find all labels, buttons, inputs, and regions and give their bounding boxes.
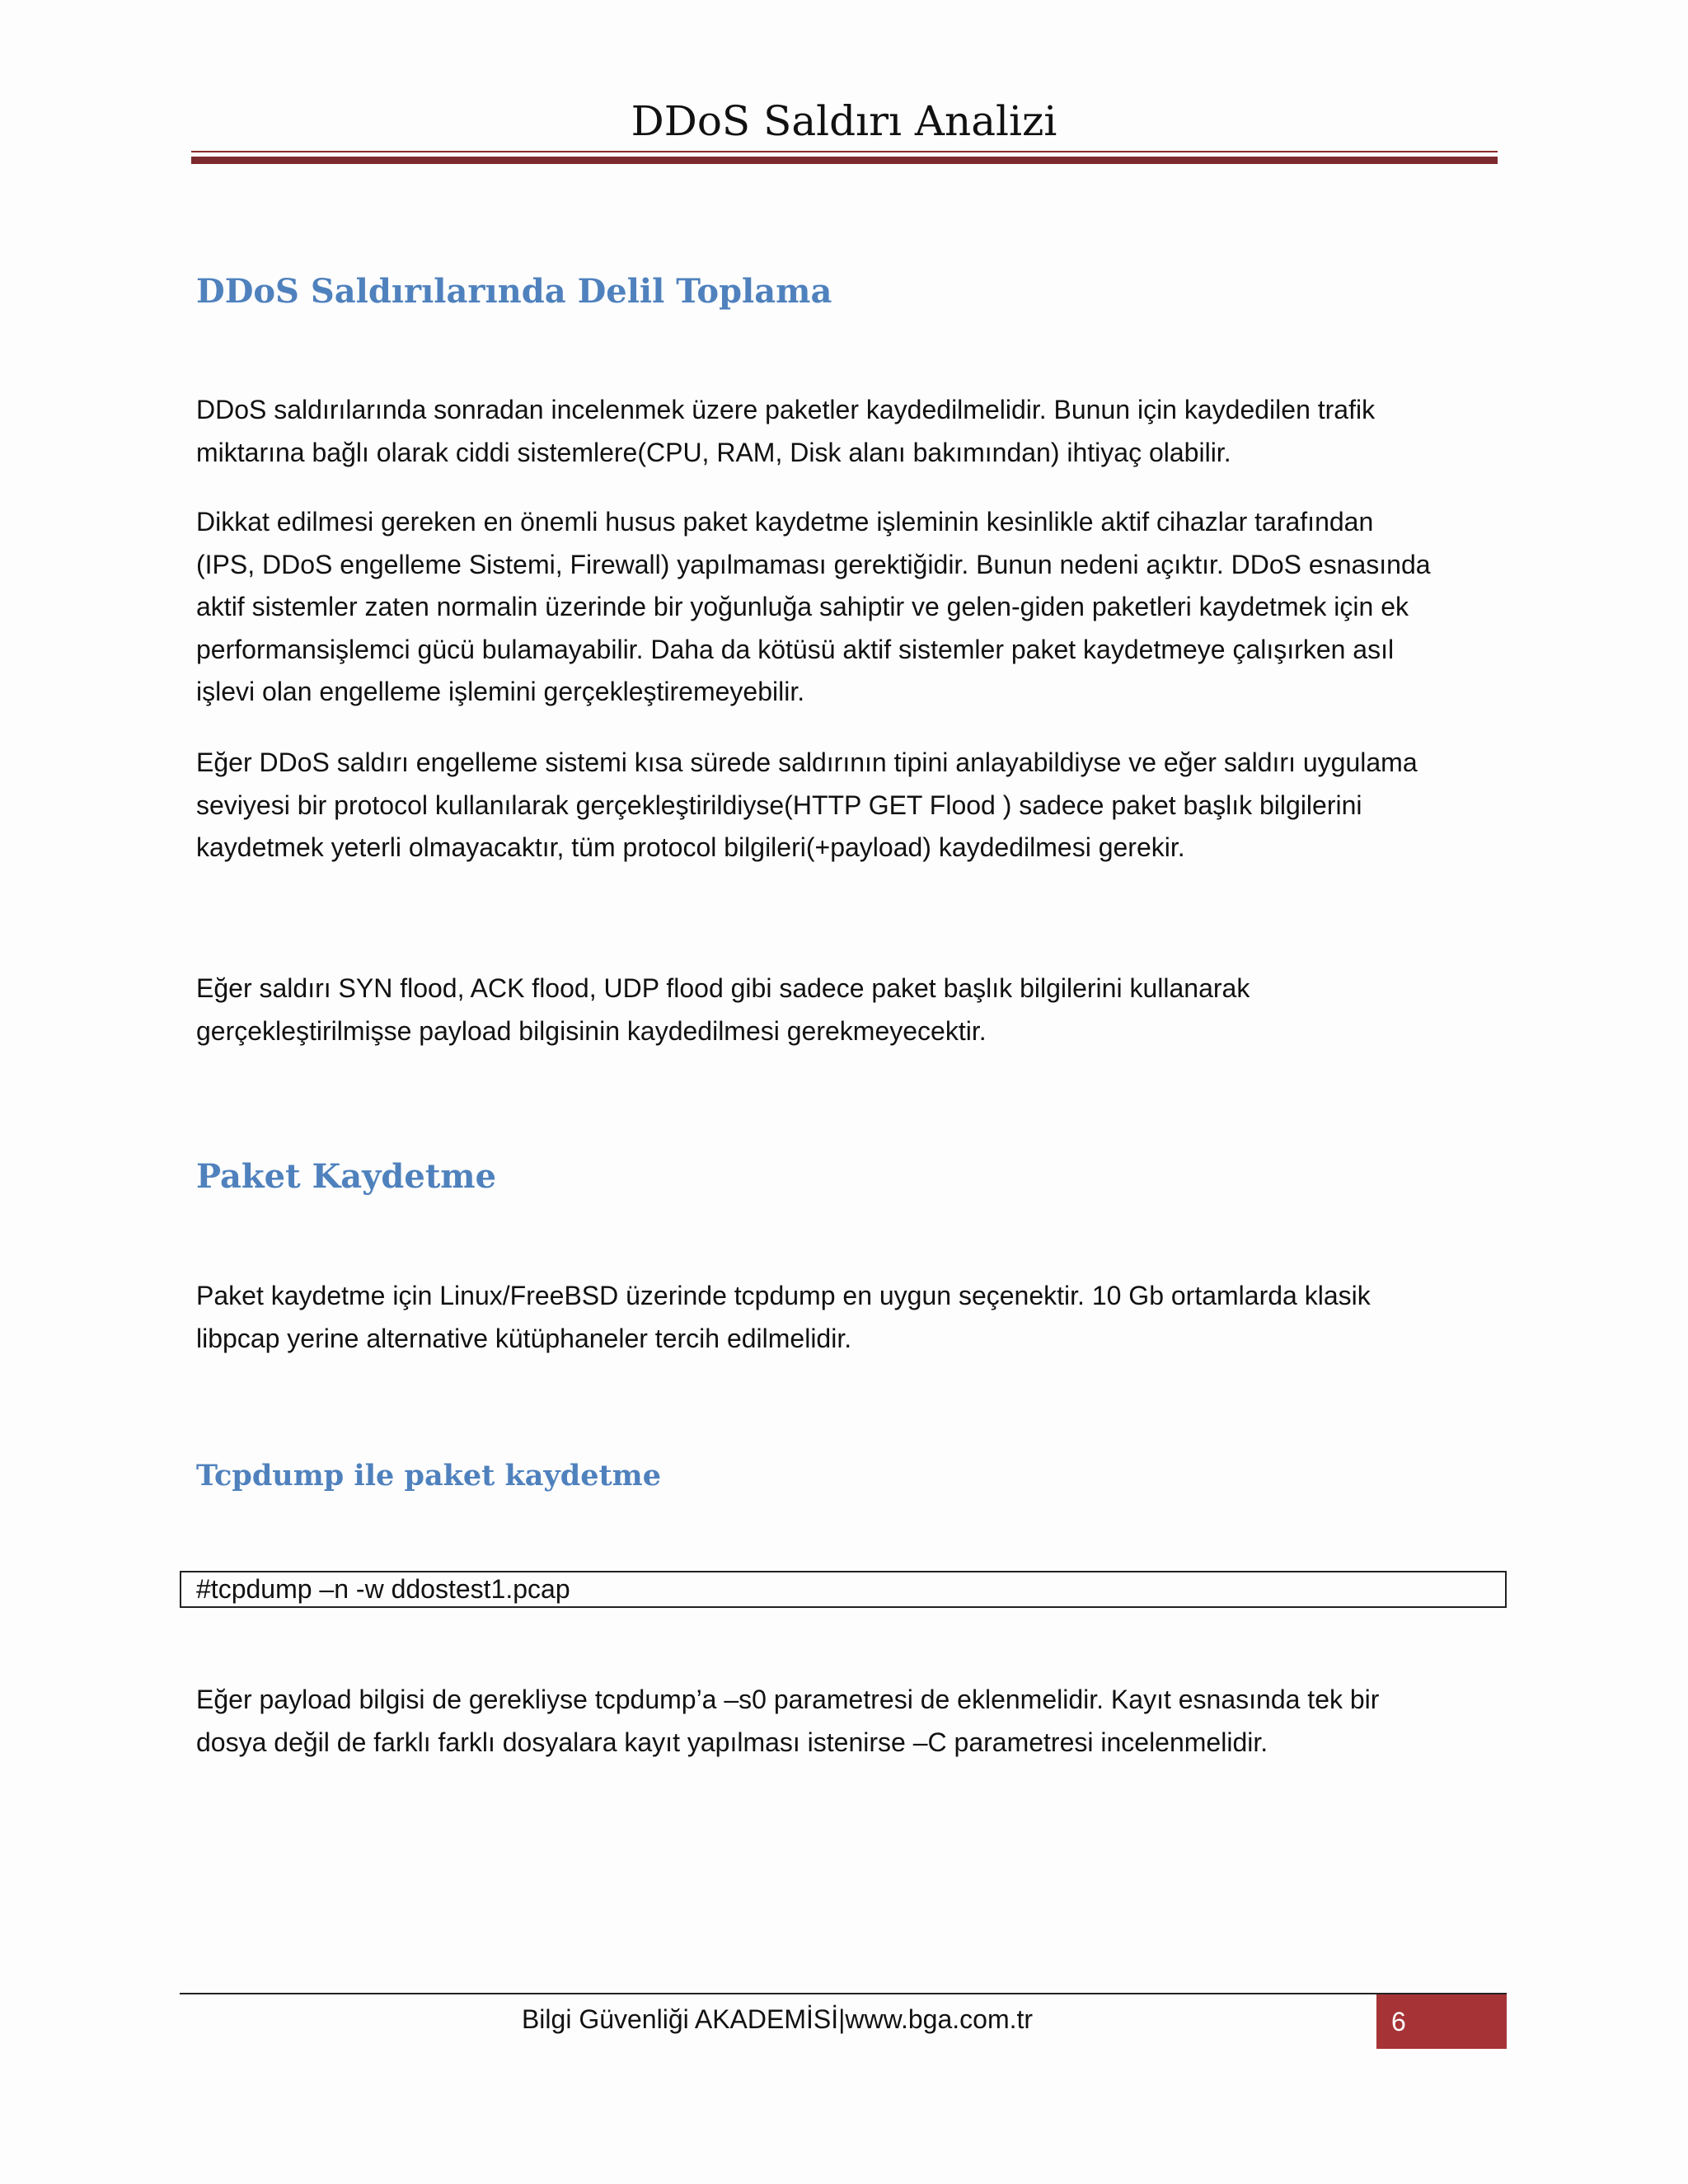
header-divider-thin [191, 151, 1498, 152]
paragraph-line: Dikkat edilmesi gereken en önemli husus paket kaydetme işleminin kesinlikle aktif cihazlar tarafından [196, 507, 1374, 537]
paragraph-line: aktif sistemler zaten normalin üzerinde bir yoğunluğa sahiptir ve gelen-giden paketleri kaydetmek için ek [196, 592, 1409, 621]
footer-text: Bilgi Güvenliği AKADEMİSİ|www.bga.com.tr [521, 2004, 1034, 2034]
paragraph-line: Eğer payload bilgisi de gerekliyse tcpdump’a –s0 parametresi de eklenmelidir. Kayıt esnasında tek bir [196, 1685, 1380, 1714]
paragraph [196, 1679, 1507, 1764]
paragraph-line: seviyesi bir protocol kullanılarak gerçekleştirildiyse(HTTP GET Flood ) sadece paket başlık bilgilerini [196, 790, 1362, 820]
paragraph-line: DDoS saldırılarında sonradan incelenmek üzere paketler kaydedilmelidir. Bunun için kaydedilen trafik [196, 395, 1376, 424]
paragraph-line: Eğer DDoS saldırı engelleme sistemi kısa sürede saldırının tipini anlayabildiyse ve eğer saldırı uygulama [196, 748, 1418, 777]
paragraph [196, 1275, 1507, 1360]
paragraph [196, 389, 1507, 474]
paragraph [196, 501, 1507, 714]
paragraph [196, 968, 1507, 1052]
section-heading-paket-kaydetme: Paket Kaydetme [196, 1157, 497, 1196]
paragraph-line: libpcap yerine alternative kütüphaneler tercih edilmelidir. [196, 1323, 852, 1353]
document-header-title: DDoS Saldırı Analizi [631, 97, 1057, 145]
paragraph-line: (IPS, DDoS engelleme Sistemi, Firewall) yapılmaması gerektiğidir. Bunun nedeni açıktır. DDoS esnasında [196, 549, 1431, 579]
footer-divider [180, 1993, 1507, 1994]
code-block-tcpdump-command: #tcpdump –n -w ddostest1.pcap [180, 1571, 1507, 1608]
subsection-heading-tcpdump: Tcpdump ile paket kaydetme [196, 1459, 661, 1493]
paragraph-line: işlevi olan engelleme işlemini gerçekleştiremeyebilir. [196, 677, 805, 706]
paragraph-line: kaydetmek yeterli olmayacaktır, tüm protocol bilgileri(+payload) kaydedilmesi gerekir. [196, 832, 1185, 862]
paragraph-line: dosya değil de farklı farklı dosyalara kayıt yapılması istenirse –C parametresi incelenmelidir. [196, 1727, 1268, 1757]
paragraph [196, 742, 1507, 869]
page-number-badge: 6 [1376, 1994, 1507, 2049]
paragraph-line: performansişlemci gücü bulamayabilir. Daha da kötüsü aktif sistemler paket kaydetmeye çalışırken asıl [196, 634, 1395, 664]
section-heading-delil-toplama: DDoS Saldırılarında Delil Toplama [196, 272, 832, 311]
paragraph-line: gerçekleştirilmişse payload bilgisinin kaydedilmesi gerekmeyecektir. [196, 1015, 987, 1046]
paragraph-line: miktarına bağlı olarak ciddi sistemlere(CPU, RAM, Disk alanı bakımından) ihtiyaç olabilir. [196, 437, 1231, 467]
paragraph-line: Paket kaydetme için Linux/FreeBSD üzerinde tcpdump en uygun seçenektir. 10 Gb ortamlarda klasik [196, 1281, 1371, 1310]
paragraph-line: Eğer saldırı SYN flood, ACK flood, UDP flood gibi sadece paket başlık bilgilerini kullanarak [196, 973, 1250, 1003]
header-divider-thick [191, 157, 1498, 164]
